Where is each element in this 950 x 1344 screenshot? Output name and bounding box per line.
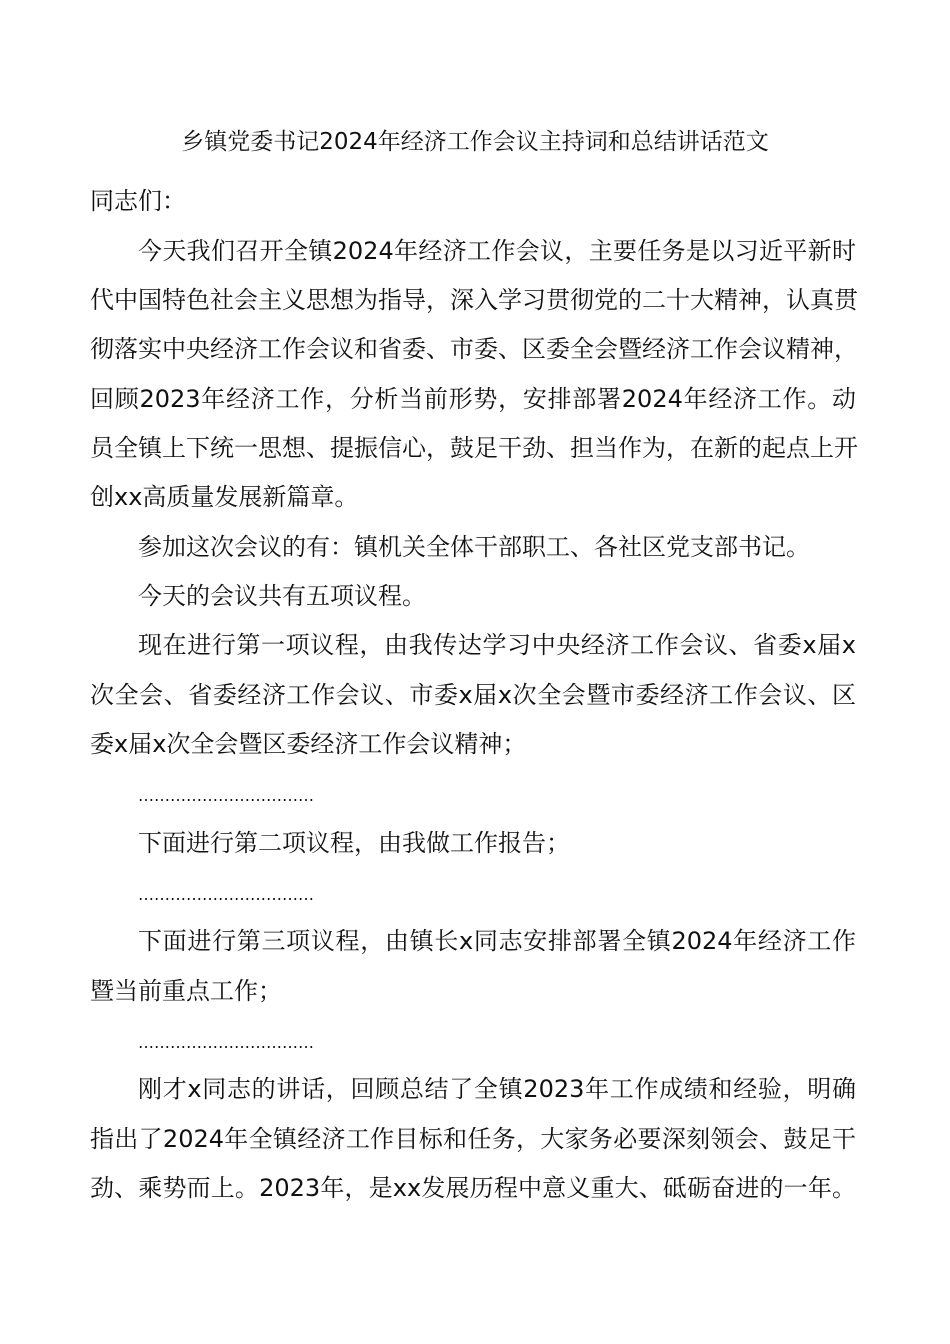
ellipsis-separator: ……………………………: [138, 786, 314, 805]
paragraph-line: 委x届x次全会暨区委经济工作会议精神；: [90, 730, 527, 758]
ellipsis-separator: ……………………………: [138, 885, 314, 904]
paragraph-line: 彻落实中央经济工作会议和省委、市委、区委全会暨经济工作会议精神，: [90, 335, 858, 363]
paragraph-line: 今天的会议共有五项议程。: [138, 582, 426, 610]
paragraph-line: 刚才x同志的讲话，回顾总结了全镇2023年工作成绩和经验，明确: [138, 1075, 856, 1103]
paragraph-line: 员全镇上下统一思想、提振信心，鼓足干劲、担当作为，在新的起点上开: [90, 434, 858, 462]
paragraph-line: 参加这次会议的有：镇机关全体干部职工、各社区党支部书记。: [138, 533, 810, 561]
ellipsis-separator: ……………………………: [138, 1033, 314, 1052]
paragraph-line: 下面进行第三项议程，由镇长x同志安排部署全镇2024年经济工作: [138, 927, 856, 955]
document-title: 乡镇党委书记2024年经济工作会议主持词和总结讲话范文: [181, 129, 769, 155]
paragraph-line: 指出了2024年全镇经济工作目标和任务，大家务必要深刻领会、鼓足干: [90, 1125, 856, 1153]
paragraph-line: 今天我们召开全镇2024年经济工作会议，主要任务是以习近平新时: [138, 237, 856, 265]
paragraph-line: 创xx高质量发展新篇章。: [90, 483, 359, 511]
paragraph-line: 现在进行第一项议程，由我传达学习中央经济工作会议、省委x届x: [138, 631, 856, 659]
paragraph-line: 下面进行第二项议程，由我做工作报告；: [138, 829, 570, 857]
paragraph-line: 暨当前重点工作；: [90, 977, 282, 1005]
paragraph-line: 回顾2023年经济工作，分析当前形势，安排部署2024年经济工作。动: [90, 385, 856, 413]
salutation: 同志们：: [90, 187, 186, 215]
paragraph-line: 劲、乘势而上。2023年，是xx发展历程中意义重大、砥砺奋进的一年。: [90, 1174, 856, 1202]
paragraph-line: 次全会、省委经济工作会议、市委x届x次全会暨市委经济工作会议、区: [90, 681, 856, 709]
paragraph-line: 代中国特色社会主义思想为指导，深入学习贯彻党的二十大精神，认真贯: [90, 286, 858, 314]
